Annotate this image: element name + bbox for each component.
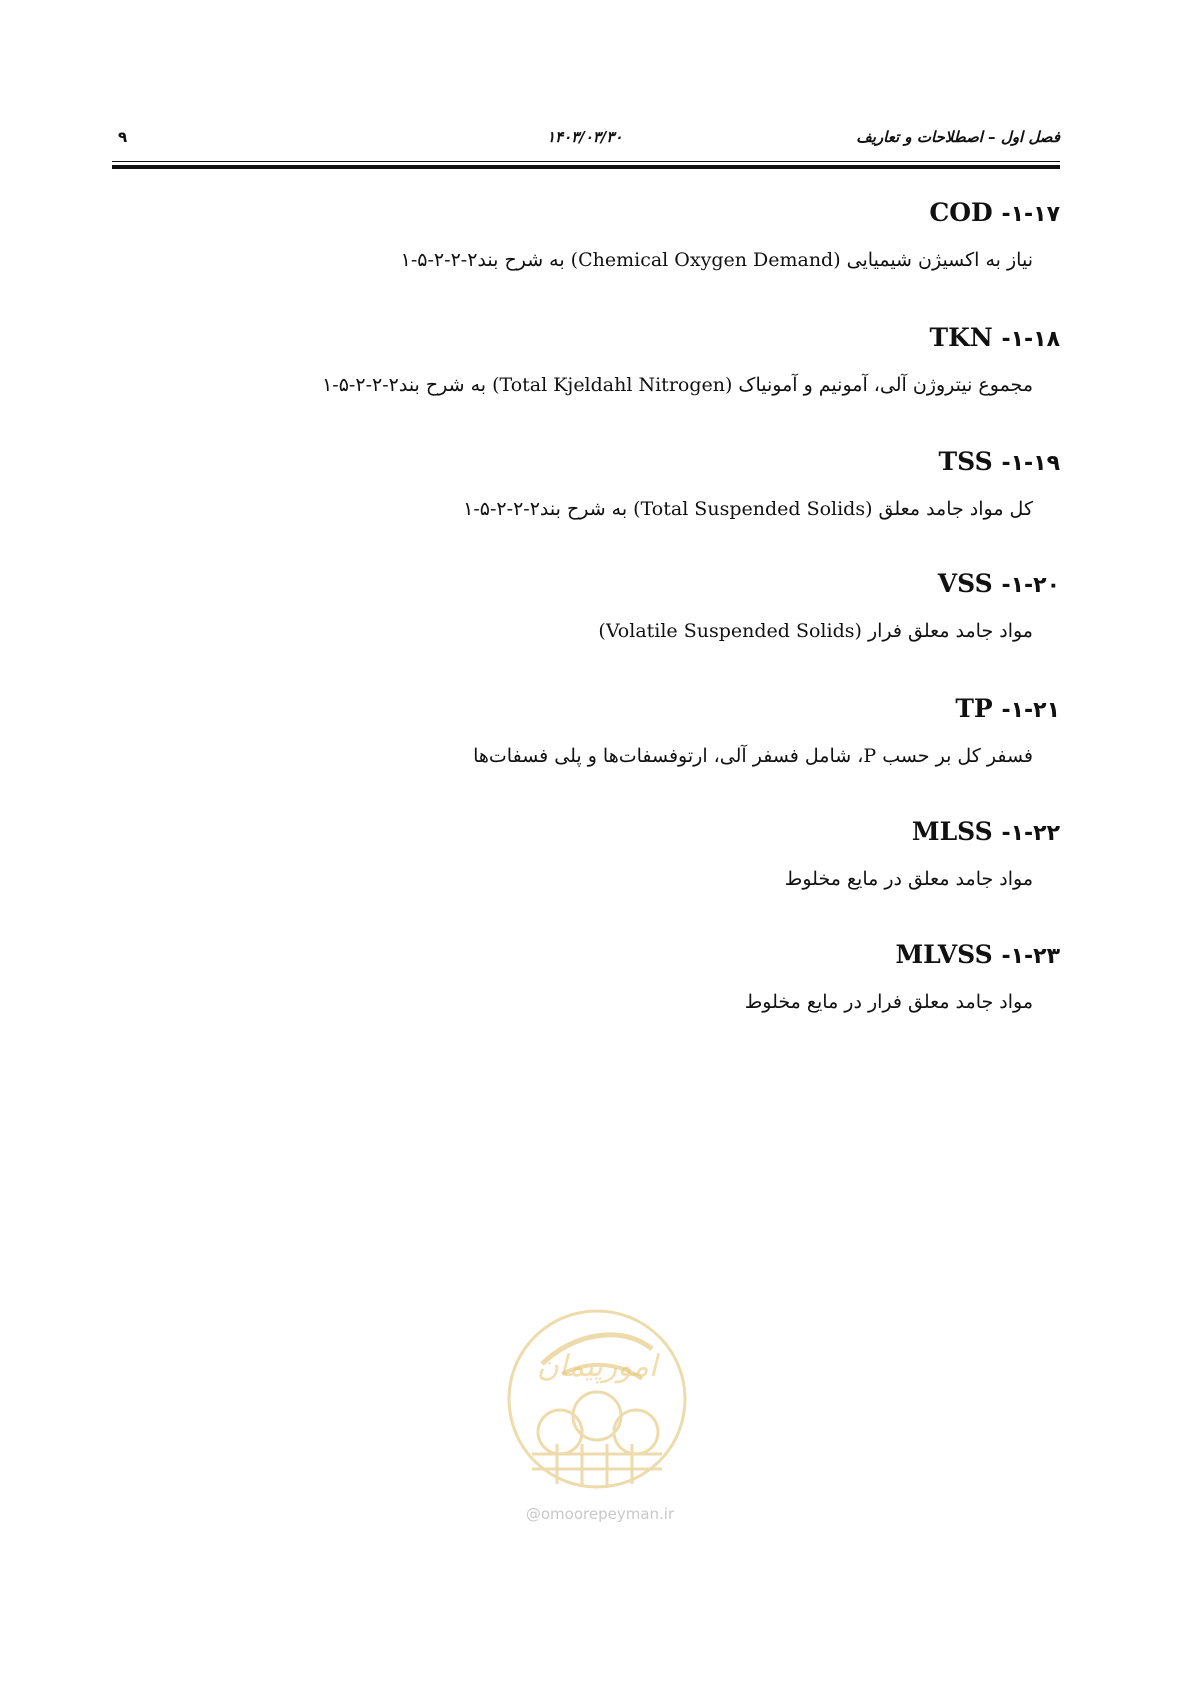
entry-abbreviation: COD xyxy=(929,198,993,227)
watermark-site xyxy=(510,1505,690,1523)
header-rule-thin xyxy=(112,161,1060,162)
entry-heading xyxy=(200,569,1060,601)
definition-entry-tp xyxy=(200,694,1060,770)
definition-entry-tss xyxy=(200,447,1060,523)
entry-number: ۱-۱۸- xyxy=(1001,327,1060,352)
entry-definition: مواد جامد معلق در مایع مخلوط xyxy=(784,868,1033,890)
entry-abbreviation: MLSS xyxy=(911,817,993,846)
entry-definition: مجموع نیتروژن آلی، آمونیم و آمونیاک (Total Kjeldahl Nitrogen) به شرح بند۲-۲-۲-۵-۱ xyxy=(322,374,1033,396)
entry-definition: کل مواد جامد معلق (Total Suspended Solids) به شرح بند۲-۲-۲-۵-۱ xyxy=(463,498,1033,520)
entry-number: ۱-۲۰- xyxy=(1001,573,1060,598)
at-icon: @ xyxy=(525,1505,541,1523)
entry-heading xyxy=(200,198,1060,230)
entry-definition: مواد جامد معلق فرار در مایع مخلوط xyxy=(744,991,1033,1013)
definition-entry-mlvss xyxy=(200,940,1060,1016)
definition-entry-mlss xyxy=(200,817,1060,893)
entry-number: ۱-۲۲- xyxy=(1001,821,1060,846)
entry-abbreviation: TSS xyxy=(938,447,993,476)
entry-heading xyxy=(200,323,1060,355)
definition-entry-tkn xyxy=(200,323,1060,399)
watermark-logo-text: امورپیمان xyxy=(536,1349,658,1384)
entry-heading xyxy=(200,447,1060,479)
entry-heading xyxy=(200,940,1060,972)
entry-abbreviation: VSS xyxy=(937,569,993,598)
entry-definition: فسفر کل بر حسب P، شامل فسفر آلی، ارتوفسفات‌ها و پلی فسفات‌ها xyxy=(473,745,1033,767)
entry-abbreviation: TP xyxy=(955,694,993,723)
page-header xyxy=(112,128,1060,150)
watermark-logo xyxy=(502,1304,692,1494)
entry-number: ۱-۱۷- xyxy=(1001,202,1060,227)
header-rule-thick xyxy=(112,165,1060,169)
entry-abbreviation: TKN xyxy=(929,323,993,352)
entry-definition: مواد جامد معلق فرار (Volatile Suspended Solids) xyxy=(598,620,1033,642)
watermark-site-text: omoorepeyman.ir xyxy=(540,1505,675,1523)
entry-heading xyxy=(200,817,1060,849)
chapter-title: فصل اول – اصطلاحات و تعاریف xyxy=(856,128,1060,146)
definition-entry-cod xyxy=(200,198,1060,274)
entry-definition: نیاز به اکسیژن شیمیایی (Chemical Oxygen Demand) به شرح بند۲-۲-۲-۵-۱ xyxy=(400,249,1033,271)
entry-number: ۱-۱۹- xyxy=(1001,451,1060,476)
header-date: ۱۴۰۳/۰۳/۳۰ xyxy=(547,128,623,146)
entry-number: ۱-۲۳- xyxy=(1001,944,1060,969)
entry-heading xyxy=(200,694,1060,726)
page-number: ۹ xyxy=(118,128,128,146)
entry-number: ۱-۲۱- xyxy=(1001,698,1060,723)
definition-entry-vss xyxy=(200,569,1060,645)
entry-abbreviation: MLVSS xyxy=(895,940,993,969)
